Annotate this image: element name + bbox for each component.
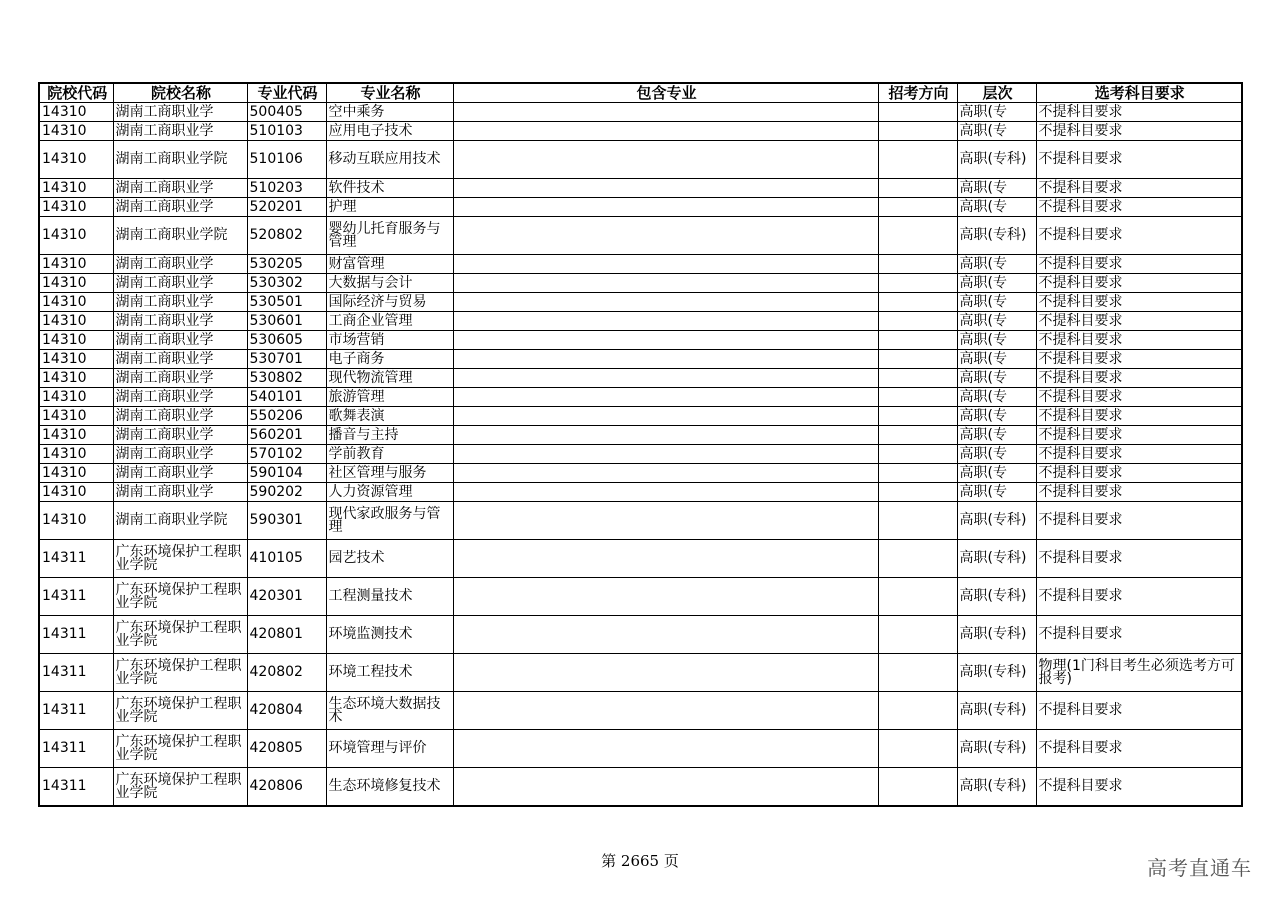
cell-major-code: 530501 — [247, 293, 326, 312]
cell-school-code: 14310 — [39, 198, 113, 217]
cell-level: 高职(专 — [957, 103, 1036, 122]
cell-included-majors — [453, 350, 878, 369]
cell-major-name: 财富管理 — [326, 255, 453, 274]
cell-subject-requirement: 不提科目要求 — [1036, 122, 1242, 141]
cell-school-code: 14310 — [39, 312, 113, 331]
cell-school-code: 14310 — [39, 217, 113, 255]
cell-major-name: 环境工程技术 — [326, 654, 453, 692]
cell-direction — [878, 103, 957, 122]
cell-included-majors — [453, 388, 878, 407]
cell-level: 高职(专科) — [957, 578, 1036, 616]
cell-subject-requirement: 物理(1门科目考生必须选考方可报考) — [1036, 654, 1242, 692]
cell-major-code: 420805 — [247, 730, 326, 768]
cell-subject-requirement: 不提科目要求 — [1036, 578, 1242, 616]
cell-level: 高职(专科) — [957, 141, 1036, 179]
cell-school-code: 14310 — [39, 141, 113, 179]
header-level: 层次 — [957, 83, 1036, 103]
admission-table — [38, 82, 1243, 807]
cell-direction — [878, 578, 957, 616]
cell-major-code: 510103 — [247, 122, 326, 141]
cell-major-name: 环境管理与评价 — [326, 730, 453, 768]
cell-direction — [878, 141, 957, 179]
cell-school-name: 湖南工商职业学 — [113, 407, 247, 426]
cell-direction — [878, 445, 957, 464]
cell-direction — [878, 692, 957, 730]
cell-school-name: 湖南工商职业学 — [113, 350, 247, 369]
cell-included-majors — [453, 312, 878, 331]
cell-subject-requirement: 不提科目要求 — [1036, 103, 1242, 122]
cell-school-code: 14310 — [39, 483, 113, 502]
cell-school-name: 湖南工商职业学院 — [113, 217, 247, 255]
cell-level: 高职(专科) — [957, 768, 1036, 807]
cell-level: 高职(专 — [957, 388, 1036, 407]
cell-subject-requirement: 不提科目要求 — [1036, 198, 1242, 217]
cell-direction — [878, 255, 957, 274]
cell-major-name: 园艺技术 — [326, 540, 453, 578]
cell-level: 高职(专 — [957, 255, 1036, 274]
cell-school-name: 广东环境保护工程职业学院 — [113, 654, 247, 692]
cell-subject-requirement: 不提科目要求 — [1036, 274, 1242, 293]
cell-major-code: 540101 — [247, 388, 326, 407]
header-school-code: 院校代码 — [39, 83, 113, 103]
cell-major-name: 生态环境大数据技术 — [326, 692, 453, 730]
cell-school-code: 14310 — [39, 255, 113, 274]
cell-school-name: 湖南工商职业学 — [113, 179, 247, 198]
cell-major-code: 420806 — [247, 768, 326, 807]
cell-major-code: 510203 — [247, 179, 326, 198]
cell-subject-requirement: 不提科目要求 — [1036, 426, 1242, 445]
cell-school-name: 湖南工商职业学 — [113, 103, 247, 122]
cell-subject-requirement: 不提科目要求 — [1036, 312, 1242, 331]
header-school-name: 院校名称 — [113, 83, 247, 103]
cell-major-name: 现代物流管理 — [326, 369, 453, 388]
cell-school-name: 湖南工商职业学 — [113, 445, 247, 464]
cell-level: 高职(专 — [957, 483, 1036, 502]
cell-major-code: 530701 — [247, 350, 326, 369]
table-row — [39, 426, 1242, 445]
cell-major-name: 社区管理与服务 — [326, 464, 453, 483]
cell-major-code: 590202 — [247, 483, 326, 502]
cell-included-majors — [453, 141, 878, 179]
cell-level: 高职(专 — [957, 274, 1036, 293]
cell-included-majors — [453, 103, 878, 122]
cell-direction — [878, 464, 957, 483]
cell-school-code: 14311 — [39, 578, 113, 616]
cell-major-name: 软件技术 — [326, 179, 453, 198]
cell-included-majors — [453, 426, 878, 445]
cell-major-code: 520201 — [247, 198, 326, 217]
cell-direction — [878, 654, 957, 692]
cell-included-majors — [453, 369, 878, 388]
cell-level: 高职(专 — [957, 331, 1036, 350]
cell-major-code: 530601 — [247, 312, 326, 331]
page-number: 第 2665 页 — [601, 852, 679, 870]
cell-major-name: 歌舞表演 — [326, 407, 453, 426]
cell-school-name: 广东环境保护工程职业学院 — [113, 730, 247, 768]
cell-direction — [878, 540, 957, 578]
cell-major-code: 550206 — [247, 407, 326, 426]
cell-subject-requirement: 不提科目要求 — [1036, 217, 1242, 255]
cell-direction — [878, 198, 957, 217]
cell-included-majors — [453, 198, 878, 217]
cell-included-majors — [453, 122, 878, 141]
cell-major-code: 590104 — [247, 464, 326, 483]
cell-included-majors — [453, 540, 878, 578]
cell-school-code: 14310 — [39, 122, 113, 141]
cell-school-code: 14310 — [39, 369, 113, 388]
table-row — [39, 103, 1242, 122]
cell-major-name: 播音与主持 — [326, 426, 453, 445]
table-row — [39, 388, 1242, 407]
cell-major-code: 420804 — [247, 692, 326, 730]
cell-major-code: 500405 — [247, 103, 326, 122]
cell-level: 高职(专 — [957, 369, 1036, 388]
cell-direction — [878, 616, 957, 654]
table-row — [39, 312, 1242, 331]
table-row — [39, 369, 1242, 388]
header-included-majors: 包含专业 — [453, 83, 878, 103]
cell-direction — [878, 388, 957, 407]
cell-included-majors — [453, 293, 878, 312]
cell-level: 高职(专科) — [957, 616, 1036, 654]
cell-subject-requirement: 不提科目要求 — [1036, 407, 1242, 426]
cell-major-name: 生态环境修复技术 — [326, 768, 453, 807]
cell-direction — [878, 293, 957, 312]
cell-school-code: 14311 — [39, 616, 113, 654]
cell-school-name: 广东环境保护工程职业学院 — [113, 692, 247, 730]
cell-school-name: 湖南工商职业学院 — [113, 502, 247, 540]
cell-school-code: 14310 — [39, 426, 113, 445]
cell-school-code: 14310 — [39, 350, 113, 369]
cell-school-code: 14310 — [39, 464, 113, 483]
cell-direction — [878, 122, 957, 141]
cell-major-code: 570102 — [247, 445, 326, 464]
cell-major-code: 420802 — [247, 654, 326, 692]
watermark: 高考直通车 — [1147, 856, 1252, 880]
cell-direction — [878, 730, 957, 768]
cell-major-name: 学前教育 — [326, 445, 453, 464]
cell-school-code: 14311 — [39, 654, 113, 692]
cell-major-name: 工程测量技术 — [326, 578, 453, 616]
cell-school-code: 14310 — [39, 293, 113, 312]
table-row — [39, 407, 1242, 426]
table-row — [39, 293, 1242, 312]
cell-school-name: 湖南工商职业学 — [113, 293, 247, 312]
table-row — [39, 654, 1242, 692]
cell-subject-requirement: 不提科目要求 — [1036, 616, 1242, 654]
cell-school-name: 广东环境保护工程职业学院 — [113, 578, 247, 616]
cell-direction — [878, 369, 957, 388]
cell-major-name: 应用电子技术 — [326, 122, 453, 141]
cell-school-name: 湖南工商职业学 — [113, 331, 247, 350]
cell-school-name: 湖南工商职业学 — [113, 312, 247, 331]
table-row — [39, 274, 1242, 293]
cell-major-code: 510106 — [247, 141, 326, 179]
cell-included-majors — [453, 578, 878, 616]
cell-major-code: 590301 — [247, 502, 326, 540]
cell-school-code: 14310 — [39, 388, 113, 407]
cell-direction — [878, 312, 957, 331]
cell-subject-requirement: 不提科目要求 — [1036, 445, 1242, 464]
cell-major-code: 420301 — [247, 578, 326, 616]
cell-school-code: 14311 — [39, 768, 113, 807]
cell-subject-requirement: 不提科目要求 — [1036, 141, 1242, 179]
cell-level: 高职(专科) — [957, 217, 1036, 255]
table-row — [39, 578, 1242, 616]
table-row — [39, 540, 1242, 578]
cell-included-majors — [453, 502, 878, 540]
cell-level: 高职(专 — [957, 293, 1036, 312]
header-direction: 招考方向 — [878, 83, 957, 103]
cell-major-name: 环境监测技术 — [326, 616, 453, 654]
cell-direction — [878, 217, 957, 255]
cell-level: 高职(专 — [957, 122, 1036, 141]
cell-school-code: 14310 — [39, 407, 113, 426]
cell-school-name: 广东环境保护工程职业学院 — [113, 616, 247, 654]
cell-included-majors — [453, 464, 878, 483]
table-row — [39, 217, 1242, 255]
cell-subject-requirement: 不提科目要求 — [1036, 730, 1242, 768]
cell-subject-requirement: 不提科目要求 — [1036, 768, 1242, 807]
cell-school-code: 14311 — [39, 692, 113, 730]
cell-direction — [878, 179, 957, 198]
cell-level: 高职(专 — [957, 426, 1036, 445]
header-row — [39, 83, 1242, 103]
cell-included-majors — [453, 331, 878, 350]
cell-included-majors — [453, 483, 878, 502]
cell-level: 高职(专科) — [957, 540, 1036, 578]
cell-school-code: 14310 — [39, 331, 113, 350]
table-row — [39, 198, 1242, 217]
cell-major-name: 电子商务 — [326, 350, 453, 369]
table-row — [39, 350, 1242, 369]
cell-direction — [878, 331, 957, 350]
cell-level: 高职(专 — [957, 445, 1036, 464]
cell-major-code: 410105 — [247, 540, 326, 578]
cell-major-name: 人力资源管理 — [326, 483, 453, 502]
cell-included-majors — [453, 768, 878, 807]
table-row — [39, 122, 1242, 141]
table-row — [39, 616, 1242, 654]
cell-school-name: 湖南工商职业学 — [113, 274, 247, 293]
cell-subject-requirement: 不提科目要求 — [1036, 331, 1242, 350]
table-row — [39, 141, 1242, 179]
cell-subject-requirement: 不提科目要求 — [1036, 369, 1242, 388]
cell-school-code: 14310 — [39, 103, 113, 122]
cell-direction — [878, 350, 957, 369]
cell-school-name: 湖南工商职业学 — [113, 369, 247, 388]
cell-included-majors — [453, 217, 878, 255]
cell-major-code: 420801 — [247, 616, 326, 654]
header-subject-requirement: 选考科目要求 — [1036, 83, 1242, 103]
cell-school-name: 广东环境保护工程职业学院 — [113, 540, 247, 578]
cell-school-code: 14310 — [39, 179, 113, 198]
cell-subject-requirement: 不提科目要求 — [1036, 464, 1242, 483]
cell-school-name: 湖南工商职业学 — [113, 122, 247, 141]
table-row — [39, 464, 1242, 483]
cell-level: 高职(专科) — [957, 692, 1036, 730]
cell-school-code: 14310 — [39, 274, 113, 293]
cell-included-majors — [453, 445, 878, 464]
cell-level: 高职(专 — [957, 464, 1036, 483]
cell-subject-requirement: 不提科目要求 — [1036, 179, 1242, 198]
cell-included-majors — [453, 255, 878, 274]
cell-major-code: 530205 — [247, 255, 326, 274]
table-row — [39, 692, 1242, 730]
cell-major-name: 移动互联应用技术 — [326, 141, 453, 179]
cell-level: 高职(专 — [957, 350, 1036, 369]
cell-major-name: 空中乘务 — [326, 103, 453, 122]
header-major-code: 专业代码 — [247, 83, 326, 103]
table-row — [39, 255, 1242, 274]
table-row — [39, 730, 1242, 768]
cell-major-code: 530802 — [247, 369, 326, 388]
cell-major-code: 520802 — [247, 217, 326, 255]
cell-direction — [878, 274, 957, 293]
cell-school-code: 14310 — [39, 445, 113, 464]
cell-school-code: 14311 — [39, 540, 113, 578]
table-row — [39, 483, 1242, 502]
cell-subject-requirement: 不提科目要求 — [1036, 350, 1242, 369]
cell-level: 高职(专科) — [957, 502, 1036, 540]
cell-included-majors — [453, 730, 878, 768]
cell-included-majors — [453, 654, 878, 692]
cell-school-code: 14311 — [39, 730, 113, 768]
cell-level: 高职(专科) — [957, 654, 1036, 692]
cell-direction — [878, 483, 957, 502]
cell-major-code: 560201 — [247, 426, 326, 445]
cell-subject-requirement: 不提科目要求 — [1036, 483, 1242, 502]
cell-included-majors — [453, 274, 878, 293]
table-body — [39, 103, 1242, 807]
cell-included-majors — [453, 616, 878, 654]
table-row — [39, 331, 1242, 350]
cell-major-name: 工商企业管理 — [326, 312, 453, 331]
cell-major-code: 530605 — [247, 331, 326, 350]
cell-direction — [878, 426, 957, 445]
cell-major-name: 市场营销 — [326, 331, 453, 350]
table-row — [39, 179, 1242, 198]
cell-major-name: 婴幼儿托育服务与管理 — [326, 217, 453, 255]
cell-major-name: 现代家政服务与管理 — [326, 502, 453, 540]
cell-major-name: 护理 — [326, 198, 453, 217]
cell-subject-requirement: 不提科目要求 — [1036, 255, 1242, 274]
cell-level: 高职(专 — [957, 407, 1036, 426]
table-row — [39, 502, 1242, 540]
table-row — [39, 445, 1242, 464]
cell-level: 高职(专 — [957, 179, 1036, 198]
cell-major-code: 530302 — [247, 274, 326, 293]
cell-school-name: 湖南工商职业学 — [113, 198, 247, 217]
table-row — [39, 768, 1242, 807]
cell-school-name: 湖南工商职业学 — [113, 388, 247, 407]
cell-school-name: 湖南工商职业学 — [113, 255, 247, 274]
cell-subject-requirement: 不提科目要求 — [1036, 692, 1242, 730]
header-major-name: 专业名称 — [326, 83, 453, 103]
cell-direction — [878, 768, 957, 807]
cell-included-majors — [453, 179, 878, 198]
cell-school-name: 湖南工商职业学 — [113, 426, 247, 445]
cell-subject-requirement: 不提科目要求 — [1036, 388, 1242, 407]
cell-direction — [878, 502, 957, 540]
cell-included-majors — [453, 692, 878, 730]
cell-subject-requirement: 不提科目要求 — [1036, 540, 1242, 578]
cell-level: 高职(专 — [957, 198, 1036, 217]
cell-included-majors — [453, 407, 878, 426]
cell-school-name: 湖南工商职业学院 — [113, 141, 247, 179]
cell-major-name: 旅游管理 — [326, 388, 453, 407]
cell-subject-requirement: 不提科目要求 — [1036, 502, 1242, 540]
cell-school-name: 湖南工商职业学 — [113, 483, 247, 502]
cell-level: 高职(专科) — [957, 730, 1036, 768]
cell-school-name: 湖南工商职业学 — [113, 464, 247, 483]
cell-level: 高职(专 — [957, 312, 1036, 331]
cell-major-name: 大数据与会计 — [326, 274, 453, 293]
cell-school-code: 14310 — [39, 502, 113, 540]
cell-school-name: 广东环境保护工程职业学院 — [113, 768, 247, 807]
cell-major-name: 国际经济与贸易 — [326, 293, 453, 312]
cell-subject-requirement: 不提科目要求 — [1036, 293, 1242, 312]
cell-direction — [878, 407, 957, 426]
